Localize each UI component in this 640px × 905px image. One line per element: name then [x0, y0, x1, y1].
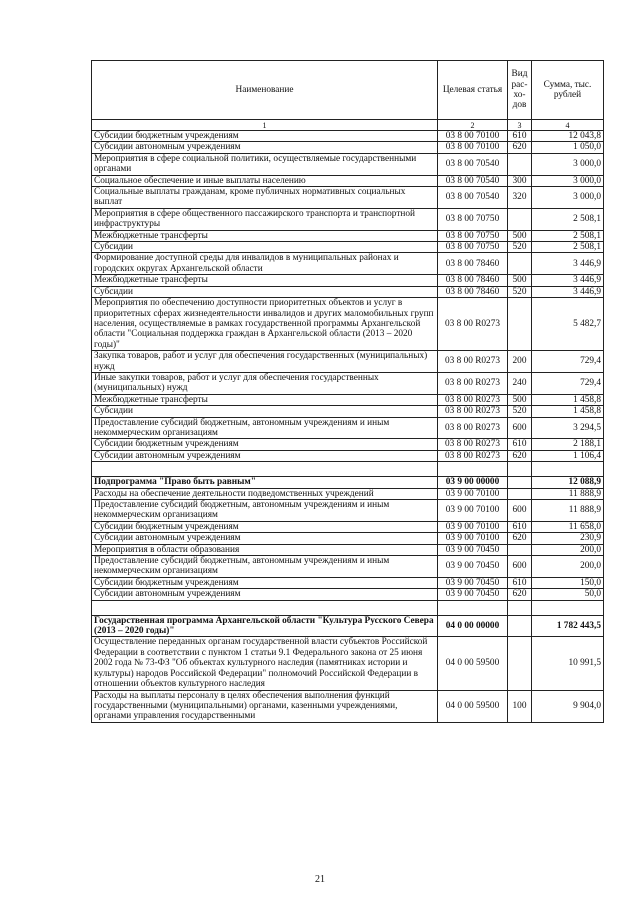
- cell-vid: 520: [508, 406, 532, 417]
- cell-sum: [532, 462, 604, 477]
- cell-vid: 100: [508, 690, 532, 722]
- cell-sum: 200,0: [532, 556, 604, 578]
- cell-name: [92, 600, 438, 615]
- cell-vid: 600: [508, 500, 532, 522]
- cell-vid: [508, 637, 532, 690]
- cell-name: Осуществление переданных органам государственной власти субъектов Российской Федерации в соответствии с пунктом 1 статьи 9.1 Федерального закона от 25 июня 2002 года № 73-ФЗ "Об объектах культурного наследия (памятниках истории и культуры) народов Российской Федерации" полномочий Российской Федерации в отношении объектов культурного наследия: [92, 637, 438, 690]
- cell-name: Расходы на выплаты персоналу в целях обеспечения выполнения функций государственными (муниципальными) органами, казенными учреждениями, органами управления государственными: [92, 690, 438, 722]
- cell-name: Подпрограмма "Право быть равным": [92, 477, 438, 488]
- column-number: 1: [92, 120, 438, 131]
- cell-vid: 610: [508, 577, 532, 588]
- table-row: [92, 298, 604, 351]
- table-row: [92, 175, 604, 186]
- cell-code: 03 9 00 70100: [438, 533, 508, 544]
- table-row: [92, 439, 604, 450]
- cell-sum: 2 508,1: [532, 230, 604, 241]
- cell-sum: 1 050,0: [532, 142, 604, 153]
- table-header-row: [92, 61, 604, 120]
- table-row: [92, 351, 604, 373]
- cell-sum: 1 458,8: [532, 406, 604, 417]
- cell-code: 03 8 00 70750: [438, 242, 508, 253]
- cell-code: 03 9 00 70450: [438, 556, 508, 578]
- cell-vid: 610: [508, 131, 532, 142]
- cell-vid: 500: [508, 275, 532, 286]
- cell-code: 03 9 00 70450: [438, 544, 508, 555]
- table-row: [92, 500, 604, 522]
- cell-vid: [508, 544, 532, 555]
- cell-code: 03 8 00 78460: [438, 253, 508, 275]
- table-row: [92, 153, 604, 175]
- cell-name: Субсидии: [92, 286, 438, 297]
- table-row: [92, 286, 604, 297]
- cell-vid: [508, 253, 532, 275]
- cell-sum: 5 482,7: [532, 298, 604, 351]
- column-number: 2: [438, 120, 508, 131]
- cell-sum: 3 446,9: [532, 286, 604, 297]
- cell-vid: 610: [508, 439, 532, 450]
- cell-sum: 1 782 443,5: [532, 615, 604, 637]
- cell-code: 04 0 00 00000: [438, 615, 508, 637]
- cell-vid: [508, 477, 532, 488]
- cell-sum: 729,4: [532, 372, 604, 394]
- cell-vid: 520: [508, 286, 532, 297]
- cell-code: [438, 600, 508, 615]
- table-row: [92, 589, 604, 600]
- cell-code: 03 8 00 R0273: [438, 351, 508, 373]
- table-row: [92, 462, 604, 477]
- cell-vid: [508, 208, 532, 230]
- cell-code: 03 8 00 70540: [438, 175, 508, 186]
- cell-vid: 520: [508, 242, 532, 253]
- cell-sum: [532, 600, 604, 615]
- cell-name: Формирование доступной среды для инвалидов в муниципальных районах и городских округах Архангельской области: [92, 253, 438, 275]
- cell-code: 03 8 00 R0273: [438, 417, 508, 439]
- cell-name: Предоставление субсидий бюджетным, автономным учреждениям и иным некоммерческим организациям: [92, 500, 438, 522]
- table-row: [92, 488, 604, 499]
- cell-name: Социальные выплаты гражданам, кроме публичных нормативных социальных выплат: [92, 187, 438, 209]
- cell-name: Субсидии автономным учреждениям: [92, 450, 438, 461]
- table-row: [92, 544, 604, 555]
- cell-vid: 200: [508, 351, 532, 373]
- table-row: [92, 556, 604, 578]
- table-row: [92, 600, 604, 615]
- cell-code: 03 9 00 70100: [438, 500, 508, 522]
- cell-vid: 240: [508, 372, 532, 394]
- cell-name: Государственная программа Архангельской области "Культура Русского Севера (2013 – 2020 годы)": [92, 615, 438, 637]
- cell-vid: [508, 600, 532, 615]
- cell-sum: 11 888,9: [532, 488, 604, 499]
- cell-vid: [508, 462, 532, 477]
- cell-sum: 10 991,5: [532, 637, 604, 690]
- cell-sum: 11 888,9: [532, 500, 604, 522]
- cell-vid: 620: [508, 142, 532, 153]
- header-vid: Вид рас-хо-дов: [508, 61, 532, 120]
- table-row: [92, 242, 604, 253]
- cell-code: 03 9 00 70450: [438, 589, 508, 600]
- cell-vid: 620: [508, 589, 532, 600]
- cell-name: Межбюджетные трансферты: [92, 230, 438, 241]
- cell-name: Субсидии бюджетным учреждениям: [92, 131, 438, 142]
- table-row: [92, 142, 604, 153]
- cell-vid: 620: [508, 533, 532, 544]
- cell-code: 03 8 00 70100: [438, 131, 508, 142]
- table-row: [92, 477, 604, 488]
- cell-sum: 3 000,0: [532, 153, 604, 175]
- cell-name: Мероприятия в сфере социальной политики, осуществляемые государственными органами: [92, 153, 438, 175]
- table-row: [92, 208, 604, 230]
- budget-table: [91, 60, 604, 723]
- cell-name: Субсидии: [92, 242, 438, 253]
- cell-sum: 2 508,1: [532, 208, 604, 230]
- table-row: [92, 406, 604, 417]
- cell-name: Закупка товаров, работ и услуг для обеспечения государственных (муниципальных) нужд: [92, 351, 438, 373]
- cell-sum: 3 446,9: [532, 275, 604, 286]
- cell-vid: [508, 615, 532, 637]
- table-body: [92, 120, 604, 723]
- cell-code: 03 8 00 R0273: [438, 439, 508, 450]
- cell-vid: 300: [508, 175, 532, 186]
- column-number: 3: [508, 120, 532, 131]
- cell-name: Социальное обеспечение и иные выплаты населению: [92, 175, 438, 186]
- table-row: [92, 615, 604, 637]
- cell-name: Субсидии бюджетным учреждениям: [92, 577, 438, 588]
- cell-vid: 600: [508, 417, 532, 439]
- cell-code: 03 8 00 70100: [438, 142, 508, 153]
- cell-code: 04 0 00 59500: [438, 637, 508, 690]
- cell-name: Межбюджетные трансферты: [92, 394, 438, 405]
- cell-code: 03 8 00 78460: [438, 286, 508, 297]
- cell-code: 03 8 00 R0273: [438, 406, 508, 417]
- cell-sum: 1 106,4: [532, 450, 604, 461]
- cell-name: Предоставление субсидий бюджетным, автономным учреждениям и иным некоммерческим организациям: [92, 556, 438, 578]
- cell-code: 03 9 00 70450: [438, 577, 508, 588]
- table-row: [92, 187, 604, 209]
- cell-sum: 3 294,5: [532, 417, 604, 439]
- cell-code: 03 8 00 R0273: [438, 372, 508, 394]
- budget-table-container: [91, 60, 603, 723]
- table-row: [92, 253, 604, 275]
- cell-sum: 3 000,0: [532, 175, 604, 186]
- cell-code: 03 8 00 70540: [438, 187, 508, 209]
- cell-name: Субсидии бюджетным учреждениям: [92, 439, 438, 450]
- table-row: [92, 275, 604, 286]
- cell-name: Субсидии: [92, 406, 438, 417]
- cell-code: [438, 462, 508, 477]
- cell-name: Предоставление субсидий бюджетным, автономным учреждениям и иным некоммерческим организациям: [92, 417, 438, 439]
- cell-code: 03 9 00 70100: [438, 521, 508, 532]
- cell-vid: 500: [508, 230, 532, 241]
- table-row: [92, 394, 604, 405]
- cell-sum: 12 088,9: [532, 477, 604, 488]
- cell-vid: 600: [508, 556, 532, 578]
- cell-code: 03 9 00 70100: [438, 488, 508, 499]
- cell-sum: 2 508,1: [532, 242, 604, 253]
- cell-sum: 200,0: [532, 544, 604, 555]
- cell-name: Субсидии бюджетным учреждениям: [92, 521, 438, 532]
- cell-sum: 1 458,8: [532, 394, 604, 405]
- table-row: [92, 450, 604, 461]
- table-row: [92, 533, 604, 544]
- page-number: 21: [315, 874, 325, 885]
- cell-code: 03 8 00 70750: [438, 208, 508, 230]
- cell-sum: 11 658,0: [532, 521, 604, 532]
- cell-vid: 320: [508, 187, 532, 209]
- table-row: [92, 230, 604, 241]
- cell-code: 03 8 00 70750: [438, 230, 508, 241]
- table-row: [92, 637, 604, 690]
- cell-name: Мероприятия в области образования: [92, 544, 438, 555]
- column-number: 4: [532, 120, 604, 131]
- cell-code: 03 8 00 R0273: [438, 298, 508, 351]
- cell-sum: 3 446,9: [532, 253, 604, 275]
- cell-name: Субсидии автономным учреждениям: [92, 533, 438, 544]
- table-row: [92, 131, 604, 142]
- cell-sum: 3 000,0: [532, 187, 604, 209]
- header-code: Целевая статья: [438, 61, 508, 120]
- cell-code: 03 8 00 R0273: [438, 450, 508, 461]
- cell-name: Расходы на обеспечение деятельности подведомственных учреждений: [92, 488, 438, 499]
- header-sum: Сумма, тыс. рублей: [532, 61, 604, 120]
- cell-vid: [508, 488, 532, 499]
- cell-code: 04 0 00 59500: [438, 690, 508, 722]
- cell-vid: [508, 298, 532, 351]
- cell-name: Межбюджетные трансферты: [92, 275, 438, 286]
- cell-code: 03 8 00 R0273: [438, 394, 508, 405]
- cell-sum: 729,4: [532, 351, 604, 373]
- cell-name: Мероприятия по обеспечению доступности приоритетных объектов и услуг в приоритетных сферах жизнедеятельности инвалидов и других маломобильных групп населения, осуществляемые в рамках государственной программы Архангельской области "Социальная поддержка граждан в Архангельской области (2013 – 2020 годы)": [92, 298, 438, 351]
- cell-vid: 610: [508, 521, 532, 532]
- table-row: [92, 417, 604, 439]
- cell-sum: 230,9: [532, 533, 604, 544]
- cell-sum: 12 043,8: [532, 131, 604, 142]
- cell-sum: 2 188,1: [532, 439, 604, 450]
- column-number-row: [92, 120, 604, 131]
- table-row: [92, 521, 604, 532]
- cell-name: [92, 462, 438, 477]
- cell-vid: 500: [508, 394, 532, 405]
- table-row: [92, 577, 604, 588]
- cell-name: Мероприятия в сфере общественного пассажирского транспорта и транспортной инфраструктуры: [92, 208, 438, 230]
- cell-name: Субсидии автономным учреждениям: [92, 142, 438, 153]
- cell-sum: 9 904,0: [532, 690, 604, 722]
- header-name: Наименование: [92, 61, 438, 120]
- table-row: [92, 372, 604, 394]
- cell-code: 03 9 00 00000: [438, 477, 508, 488]
- cell-name: Субсидии автономным учреждениям: [92, 589, 438, 600]
- table-row: [92, 690, 604, 722]
- cell-name: Иные закупки товаров, работ и услуг для обеспечения государственных (муниципальных) нужд: [92, 372, 438, 394]
- cell-sum: 150,0: [532, 577, 604, 588]
- cell-vid: [508, 153, 532, 175]
- cell-sum: 50,0: [532, 589, 604, 600]
- cell-vid: 620: [508, 450, 532, 461]
- cell-code: 03 8 00 78460: [438, 275, 508, 286]
- cell-code: 03 8 00 70540: [438, 153, 508, 175]
